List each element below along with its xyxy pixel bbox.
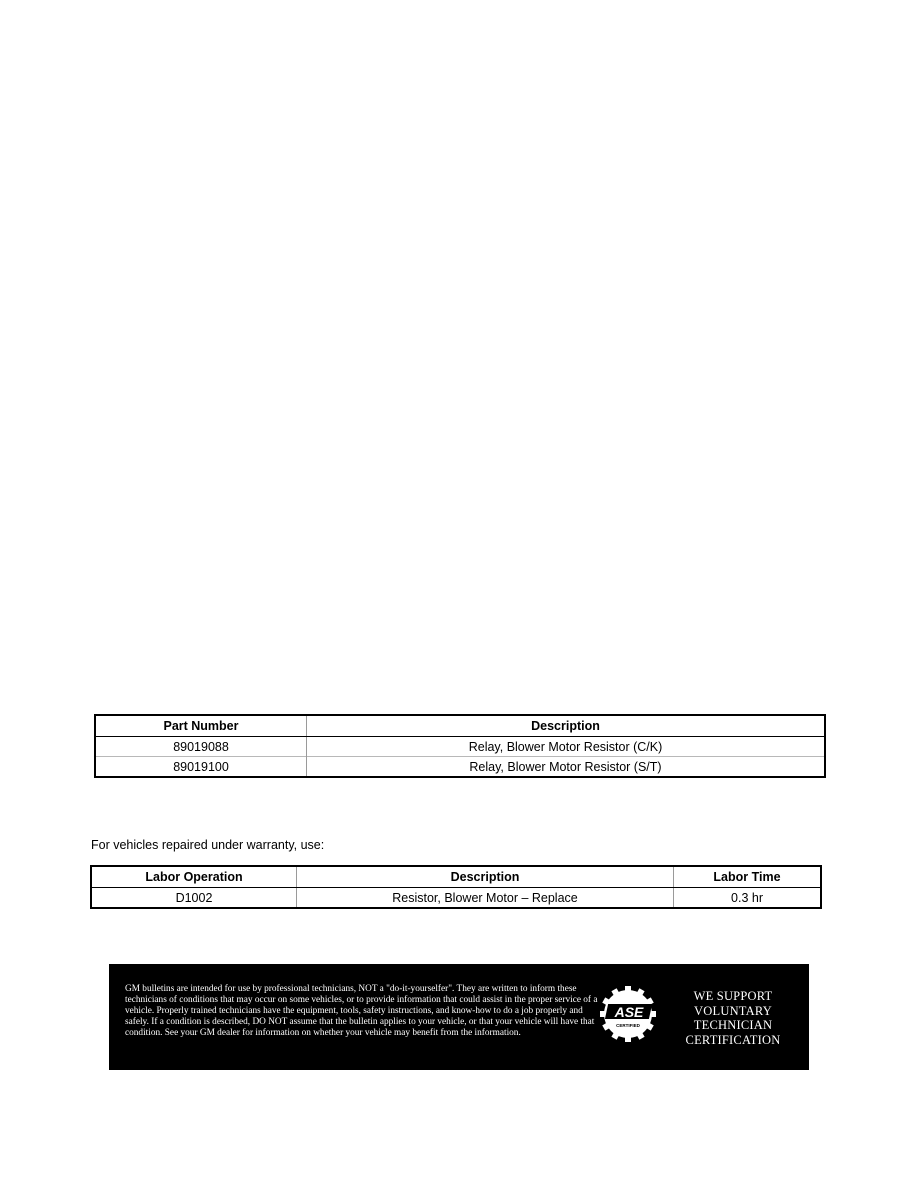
column-header-labor-operation: Labor Operation: [91, 866, 297, 888]
labor-table: [90, 865, 822, 909]
support-line: VOLUNTARY: [694, 1003, 772, 1018]
part-number-cell: 89019100: [95, 757, 307, 778]
column-header-labor-time: Labor Time: [674, 866, 822, 888]
description-cell: Relay, Blower Motor Resistor (C/K): [307, 737, 826, 757]
column-header-description: Description: [307, 715, 826, 737]
parts-table: [94, 714, 826, 778]
technician-certification-statement: [669, 989, 797, 1047]
ase-certified-gear-icon: [596, 986, 660, 1042]
description-cell: Resistor, Blower Motor – Replace: [297, 888, 674, 909]
footer-banner: [109, 964, 809, 1070]
table-row: [91, 888, 821, 909]
disclaimer-text: GM bulletins are intended for use by professional technicians, NOT a "do-it-yourselfer". They are written to inform these technicians of conditions that may occur on some vehicles, or to provide information that could assist in the proper service of a vehicle. Properly trained technicians have the equipment, tools, safety instructions, and know-how to do a job properly and safely. If a condition is described, DO NOT assume that the bulletin applies to your vehicle, or that your vehicle will have that condition. See your GM dealer for information on whether your vehicle may benefit from the information.: [125, 984, 598, 1038]
column-header-description: Description: [297, 866, 674, 888]
labor-time-cell: 0.3 hr: [674, 888, 822, 909]
parts-table-header-row: [95, 715, 825, 737]
ase-logo-text: ASE: [614, 1004, 644, 1020]
support-line: WE SUPPORT: [693, 989, 773, 1003]
support-line: CERTIFICATION: [685, 1032, 781, 1047]
column-header-part-number: Part Number: [95, 715, 307, 737]
part-number-cell: 89019088: [95, 737, 307, 757]
table-row: [95, 757, 825, 778]
table-row: [95, 737, 825, 757]
description-cell: Relay, Blower Motor Resistor (S/T): [307, 757, 826, 778]
labor-operation-cell: D1002: [91, 888, 297, 909]
labor-table-header-row: [91, 866, 821, 888]
warranty-note: For vehicles repaired under warranty, use:: [91, 838, 325, 852]
support-line: TECHNICIAN: [693, 1018, 773, 1032]
ase-logo-subtext: CERTIFIED: [616, 1023, 640, 1028]
